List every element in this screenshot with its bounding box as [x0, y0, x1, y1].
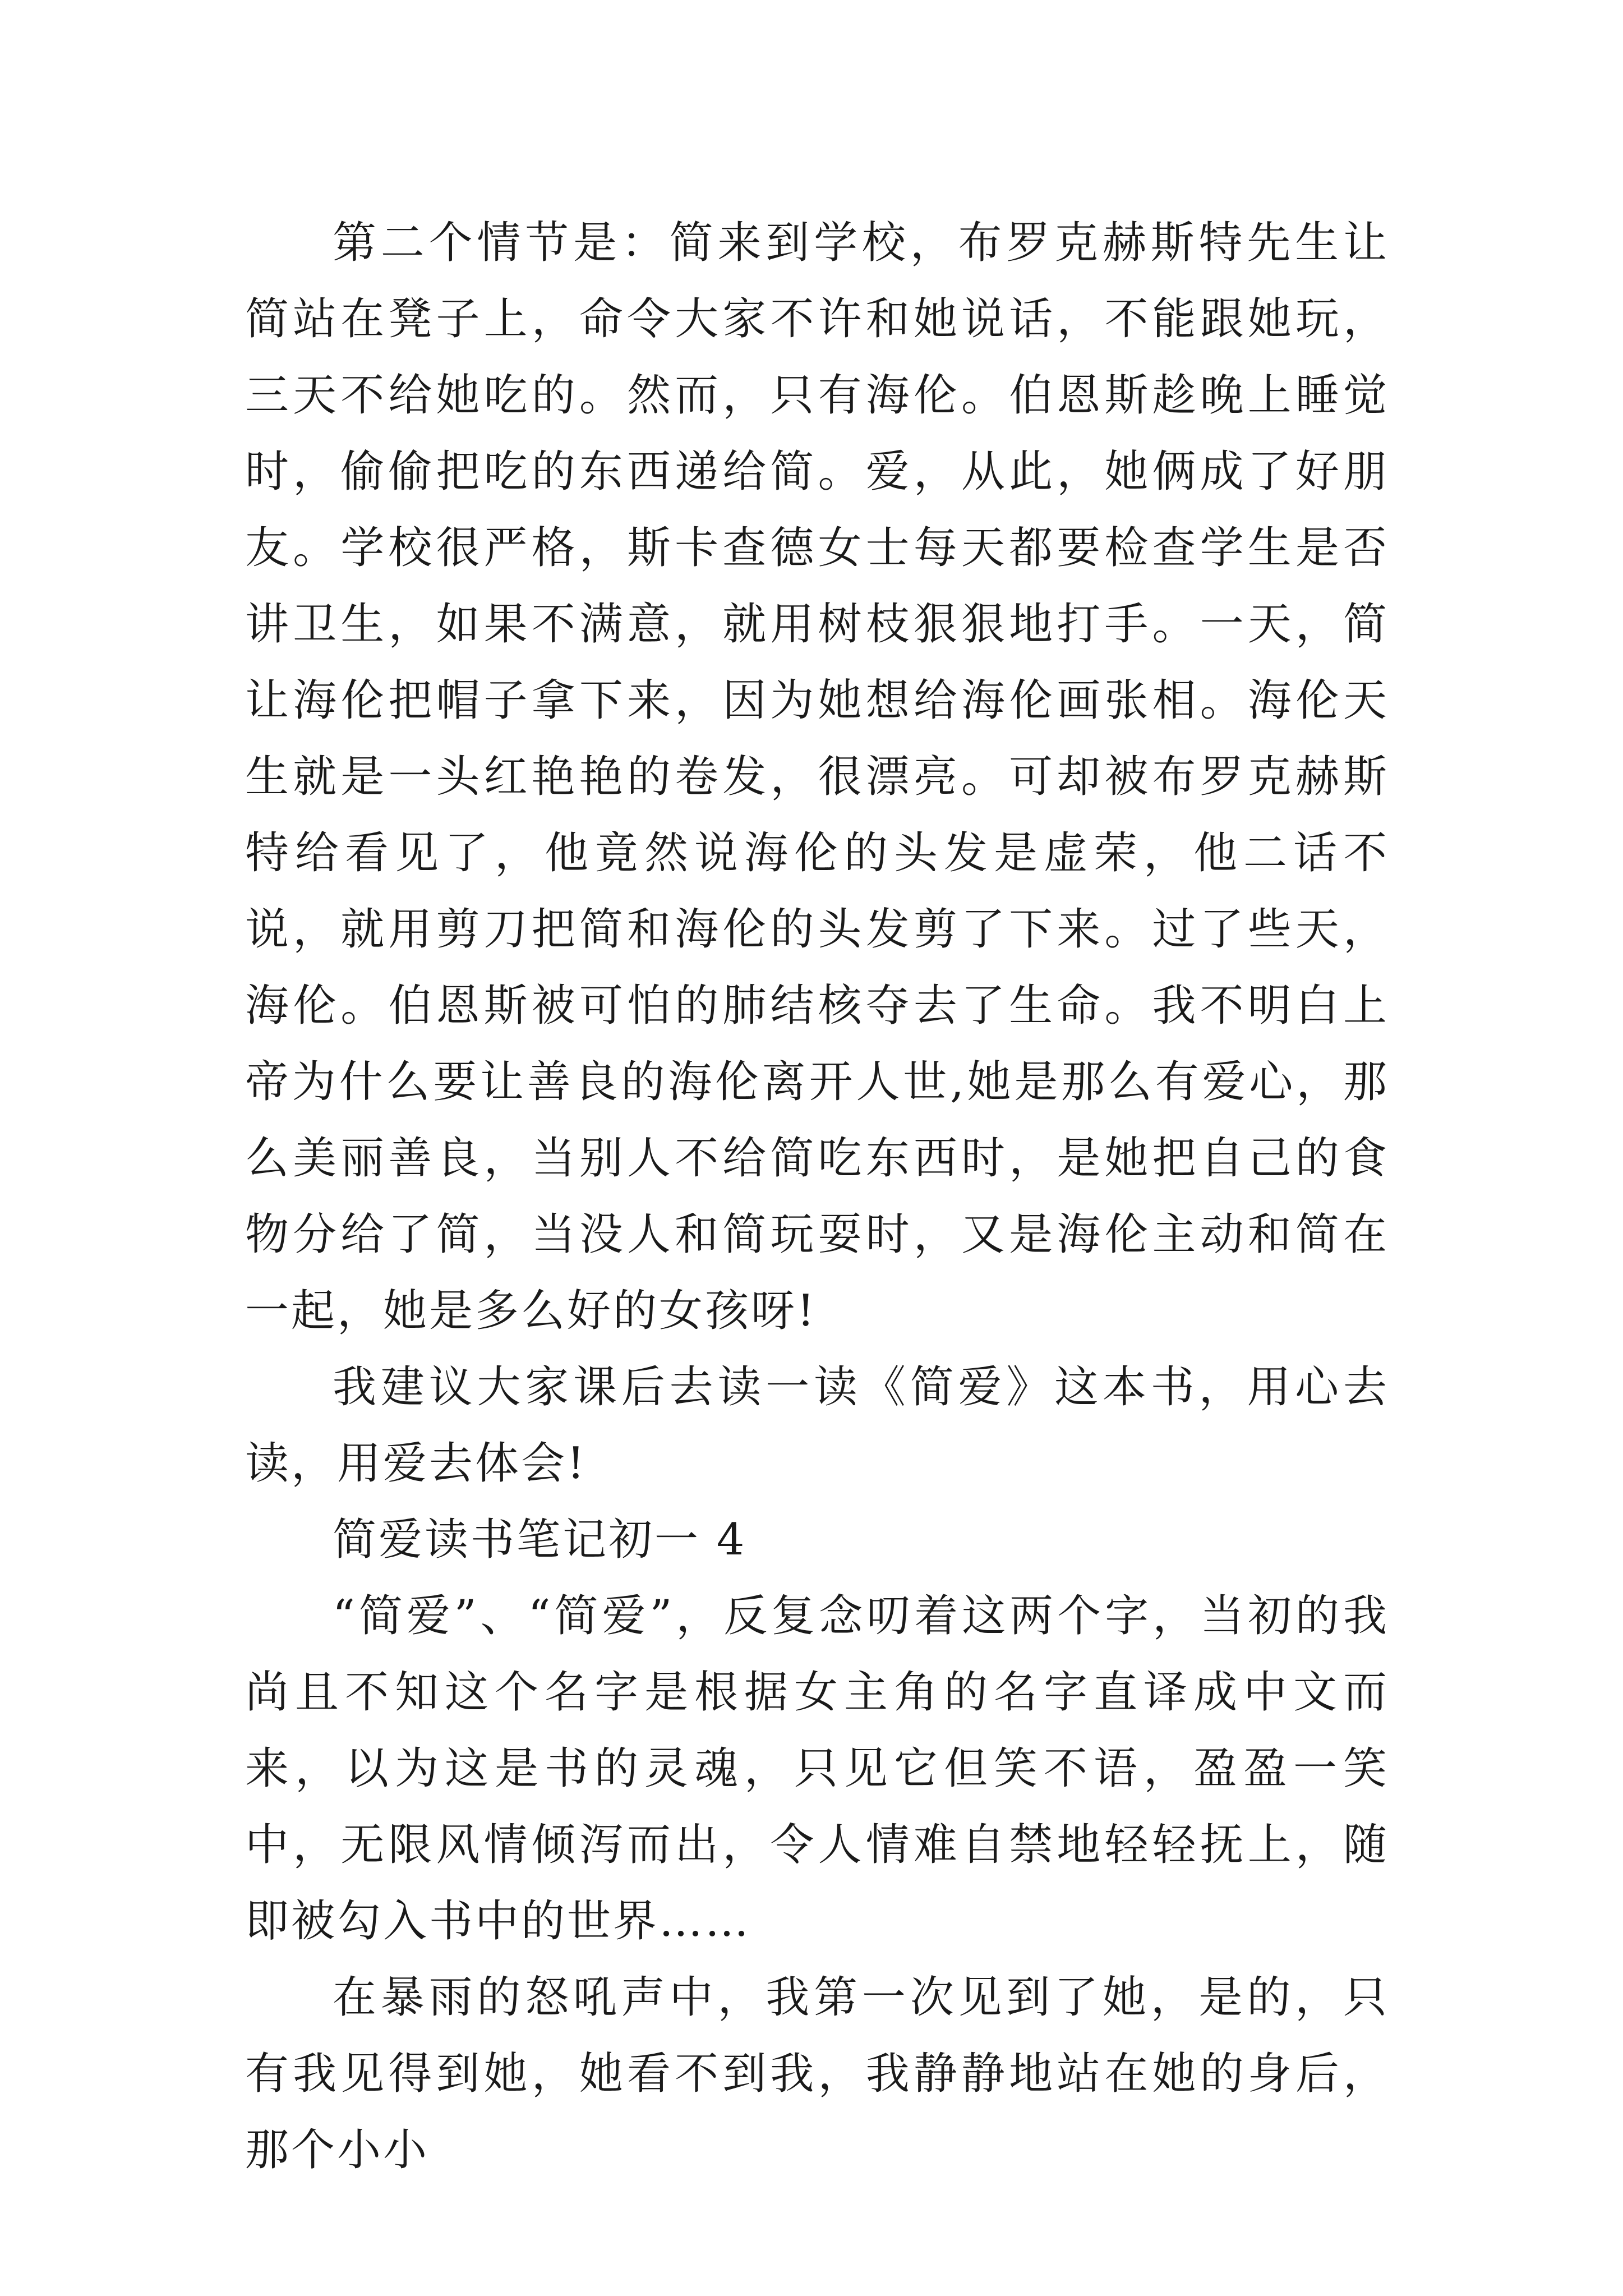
- document-body: [245, 205, 1389, 2188]
- paragraph-recommendation: 我建议大家课后去读一读《简爱》这本书，用心去读，用爱去体会!: [245, 1362, 1389, 1489]
- section-heading: 简爱读书笔记初一 4: [333, 1515, 747, 1565]
- paragraph-title-reflection: “简爱”、“简爱”，反复念叨着这两个字，当初的我尚且不知这个名字是根据女主角的名字直译成中文而来，以为这是书的灵魂，只见它但笑不语，盈盈一笑中，无限风情倾泻而出，令人情难自禁地轻轻抚上，随即被勾入书中的世界……: [245, 1591, 1389, 1947]
- paragraph-school-episode: 第二个情节是：简来到学校，布罗克赫斯特先生让简站在凳子上，命令大家不许和她说话，不能跟她玩，三天不给她吃的。然而，只有海伦。伯恩斯趁晚上睡觉时，偷偷把吃的东西递给简。爱，从此，她俩成了好朋友。学校很严格，斯卡查德女士每天都要检查学生是否讲卫生，如果不满意，就用树枝狠狠地打手。一天，简让海伦把帽子拿下来，因为她想给海伦画张相。海伦天生就是一头红艳艳的卷发，很漂亮。可却被布罗克赫斯特给看见了，他竟然说海伦的头发是虚荣，他二话不说，就用剪刀把简和海伦的头发剪了下来。过了些天，海伦。伯恩斯被可怕的肺结核夺去了生命。我不明白上帝为什么要让善良的海伦离开人世,她是那么有爱心，那么美丽善良，当别人不给简吃东西时，是她把自己的食物分给了简，当没人和简玩耍时，又是海伦主动和简在一起，她是多么好的女孩呀!: [245, 218, 1389, 1336]
- paragraph-first-meeting: 在暴雨的怒吼声中，我第一次见到了她，是的，只有我见得到她，她看不到我，我静静地站在她的身后，那个小小: [245, 1972, 1389, 2175]
